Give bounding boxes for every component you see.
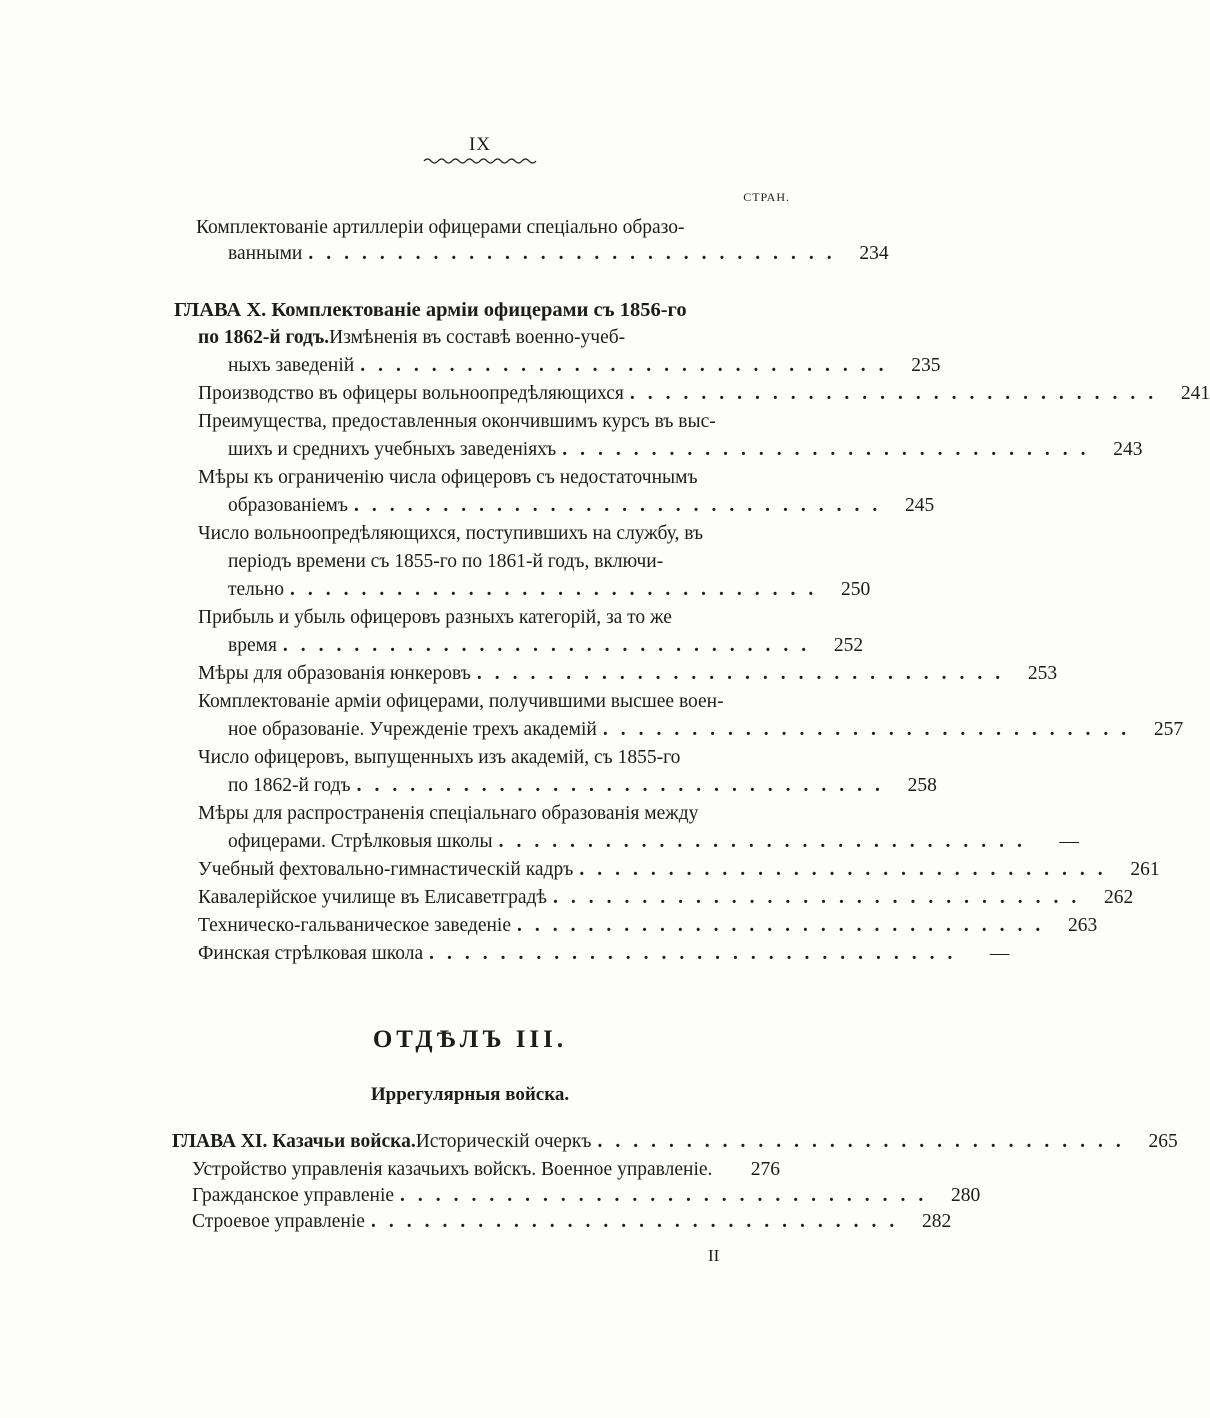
toc-entry	[198, 520, 786, 548]
dot-leader: ..............................	[579, 859, 1116, 880]
toc-entry-page: 252	[833, 635, 864, 656]
dot-leader: ..............................	[356, 775, 893, 796]
toc-entry-page: 250	[841, 579, 871, 600]
toc-entry-text: Комплектованіе арміи офицерами, получившими высшее воен-	[198, 691, 724, 712]
dot-leader: ..............................	[562, 439, 1099, 460]
section-subtitle: Иррегулярныя войска.	[370, 1084, 570, 1105]
toc-entry-page: 280	[951, 1185, 981, 1206]
wavy-rule-ornament	[424, 156, 536, 166]
toc-entry-page: 282	[921, 1211, 952, 1232]
toc-entry-text: образованіемъ	[228, 495, 348, 516]
toc-entry-text: Финская стрѣлковая школа	[198, 943, 424, 964]
page-column-header: СТРАН.	[743, 190, 790, 204]
toc-entry	[198, 688, 786, 716]
dot-leader: ..............................	[602, 719, 1140, 740]
section-title: ОТДѢЛЪ III.	[372, 1026, 568, 1053]
chapter-heading-text: по 1862-й годъ.	[198, 327, 330, 348]
toc-entry-page: 257	[1153, 719, 1184, 740]
toc-entry-text: Техническо-гальваническое заведеніе	[198, 915, 511, 936]
toc-entry-text: время	[228, 635, 277, 656]
toc-entry	[198, 940, 1010, 968]
toc-entry-text: Мѣры для образованія юнкеровъ	[198, 663, 471, 684]
toc-entry-text: Историческій очеркъ	[415, 1131, 592, 1152]
toc-entry	[198, 744, 786, 772]
toc-entry-text: Мѣры для распространенія спеціальнаго образованія между	[198, 803, 699, 824]
toc-entry-text: тельно	[228, 579, 284, 600]
toc-entry-text: шихъ и среднихъ учебныхъ заведеніяхъ	[228, 439, 557, 460]
toc-entry-page: 234	[859, 243, 889, 264]
toc-entry	[228, 240, 889, 268]
chapter-heading	[174, 296, 786, 324]
toc-entry-text: Мѣры къ ограниченію числа офицеровъ съ недостаточнымъ	[198, 467, 698, 488]
chapter-heading-text: ГЛАВА X. Комплектованіе арміи офицерами съ 1856-го	[174, 299, 687, 321]
chapter-heading-text: ГЛАВА XI. Казачьи войска.	[172, 1131, 416, 1152]
toc-entry-text: ное образованіе. Учрежденіе трехъ академій	[228, 719, 597, 740]
dot-leader: ..............................	[597, 1131, 1134, 1152]
toc-entry	[192, 1156, 780, 1184]
toc-entry	[196, 214, 786, 242]
dot-leader: ..............................	[629, 383, 1167, 404]
dot-leader: ..............................	[360, 355, 897, 376]
dot-leader: ..............................	[498, 831, 1035, 852]
toc-entry-text: Комплектованіе артиллеріи офицерами спеціально образо-	[196, 217, 685, 238]
toc-entry-text: офицерами. Стрѣлковыя школы	[228, 831, 493, 852]
dot-leader: ..............................	[290, 579, 827, 600]
toc-entry	[198, 324, 786, 352]
dot-leader: ..............................	[429, 943, 966, 964]
toc-entry-text: Измѣненія въ составѣ военно-учеб-	[329, 327, 626, 348]
toc-entry	[198, 912, 1098, 940]
toc-entry	[228, 352, 941, 380]
toc-entry-text: Прибыль и убыль офицеровъ разныхъ категорій, за то же	[198, 607, 672, 628]
toc-entry	[198, 856, 1160, 884]
page-number: IX	[468, 134, 492, 155]
toc-entry	[198, 660, 1058, 688]
toc-entry-text: Устройство управленія казачьихъ войскъ. Военное управленіе.	[192, 1159, 713, 1180]
toc-entry	[228, 632, 864, 660]
toc-entry-page: 263	[1067, 915, 1098, 936]
toc-entry-text: Число вольноопредѣляющихся, поступившихъ на службу, въ	[198, 523, 704, 544]
toc-entry-text: Кавалерійское училище въ Елисаветградѣ	[198, 887, 548, 908]
toc-entry-page: 262	[1104, 887, 1134, 908]
dot-leader: ..............................	[282, 635, 820, 656]
toc-entry-text: періодъ времени съ 1855-го по 1861-й годъ, включи-	[228, 551, 664, 572]
toc-entry	[198, 408, 786, 436]
dot-leader: ..............................	[516, 915, 1054, 936]
toc-entry	[198, 884, 1134, 912]
toc-entry-page: 265	[1148, 1131, 1178, 1152]
toc-entry-text: Строевое управленіе	[192, 1211, 365, 1232]
toc-entry	[228, 772, 937, 800]
toc-entry-page: 258	[907, 775, 937, 796]
toc-entry	[172, 1128, 1178, 1156]
toc-entry	[198, 800, 786, 828]
toc-entry-text: Производство въ офицеры вольноопредѣляющихся	[198, 383, 624, 404]
toc-entry-text: Учебный фехтовально-гимнастическій кадръ	[198, 859, 574, 880]
toc-entry	[228, 716, 1184, 744]
dot-leader: ..............................	[400, 1185, 937, 1206]
toc-entry-page: 245	[904, 495, 935, 516]
toc-entry	[192, 1182, 981, 1210]
dot-leader: ..............................	[353, 495, 891, 516]
toc-entry-text: Число офицеровъ, выпущенныхъ изъ академій, съ 1855-го	[198, 747, 681, 768]
toc-entry-text: Преимущества, предоставленныя окончившимъ курсъ въ выс-	[198, 411, 716, 432]
toc-entry-page: —	[1059, 831, 1079, 852]
toc-entry-text: по 1862-й годъ	[228, 775, 351, 796]
toc-entry	[228, 828, 1079, 856]
toc-entry-text: ныхъ заведеній	[228, 355, 355, 376]
toc-entry-text: Гражданское управленіе	[192, 1185, 395, 1206]
printer-signature-mark: II	[708, 1246, 720, 1265]
toc-entry-page: —	[989, 943, 1010, 964]
dot-leader: ..............................	[370, 1211, 908, 1232]
dot-leader: ..............................	[308, 243, 845, 264]
toc-entry-page: 253	[1027, 663, 1058, 684]
toc-entry	[198, 380, 1210, 408]
toc-entry-page: 243	[1113, 439, 1143, 460]
toc-entry-page: 235	[911, 355, 941, 376]
toc-entry	[228, 436, 1143, 464]
toc-entry	[228, 576, 871, 604]
dot-leader: ..............................	[553, 887, 1090, 908]
toc-entry	[198, 464, 786, 492]
toc-entry-page: 241	[1180, 383, 1210, 404]
toc-entry	[228, 492, 935, 520]
toc-entry	[192, 1208, 952, 1236]
toc-entry-page: 261	[1130, 859, 1160, 880]
toc-entry-text: ванными	[228, 243, 303, 264]
toc-entry	[228, 548, 786, 576]
toc-entry	[198, 604, 786, 632]
dot-leader: ..............................	[476, 663, 1014, 684]
toc-entry-page: 276	[750, 1159, 780, 1180]
